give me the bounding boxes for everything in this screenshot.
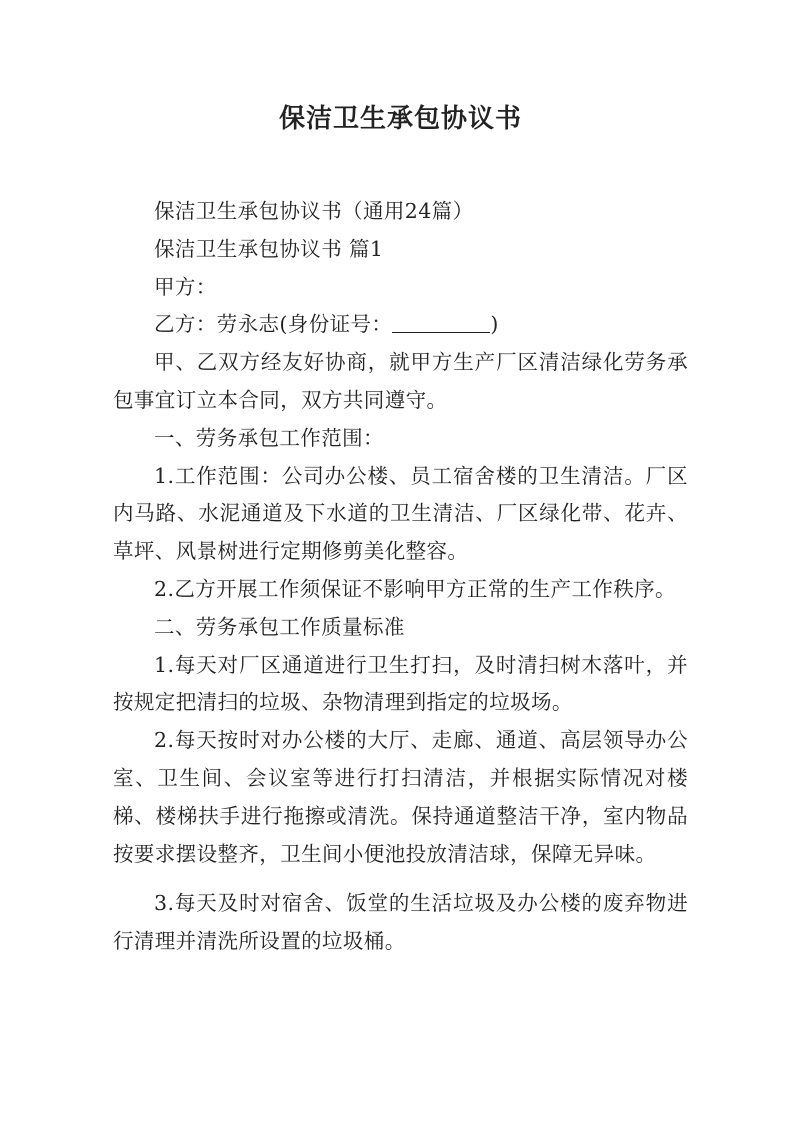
paragraph-quality-item-1: 1.每天对厂区通道进行卫生打扫，及时清扫树木落叶，并按规定把清扫的垃圾、杂物清理到指定的垃圾场。	[113, 652, 688, 715]
section-heading-scope: 一、劳务承包工作范围：	[154, 425, 384, 450]
paragraph-quality-item-3: 3.每天及时对宿舍、饭堂的生活垃圾及办公楼的废弃物进行清理并清洗所设置的垃圾桶。	[113, 891, 688, 954]
paragraph-article-heading: 保洁卫生承包协议书 篇1	[154, 236, 384, 261]
party-b-closing: )	[490, 312, 499, 337]
paragraph-party-a: 甲方：	[154, 274, 217, 299]
id-number-blank-line	[392, 312, 490, 333]
section-heading-quality: 二、劳务承包工作质量标准	[154, 614, 405, 639]
paragraph-collection-title: 保洁卫生承包协议书（通用24篇）	[154, 199, 474, 223]
paragraph-scope-item-1: 1.工作范围：公司办公楼、员工宿舍楼的卫生清洁。厂区内马路、水泥通道及下水道的卫生清洁、厂区绿化带、花卉、草坪、风景树进行定期修剪美化整容。	[113, 463, 688, 564]
paragraph-party-b	[113, 306, 688, 344]
paragraph-quality-item-2: 2.每天按时对办公楼的大厅、走廊、通道、高层领导办公室、卫生间、会议室等进行打扫清洁，并根据实际情况对楼梯、楼梯扶手进行拖擦或清洗。保持通道整洁干净，室内物品按要求摆设整齐，卫生间小便池投放清洁球，保障无异味。	[113, 728, 688, 866]
paragraph-agreement-intro: 甲、乙双方经友好协商，就甲方生产厂区清洁绿化劳务承包事宜订立本合同，双方共同遵守。	[113, 350, 688, 412]
party-b-label: 乙方：劳永志(身份证号：	[154, 312, 393, 337]
paragraph-scope-item-2: 2.乙方开展工作须保证不影响甲方正常的生产工作秩序。	[154, 576, 676, 601]
document-title: 保洁卫生承包协议书	[278, 104, 522, 134]
